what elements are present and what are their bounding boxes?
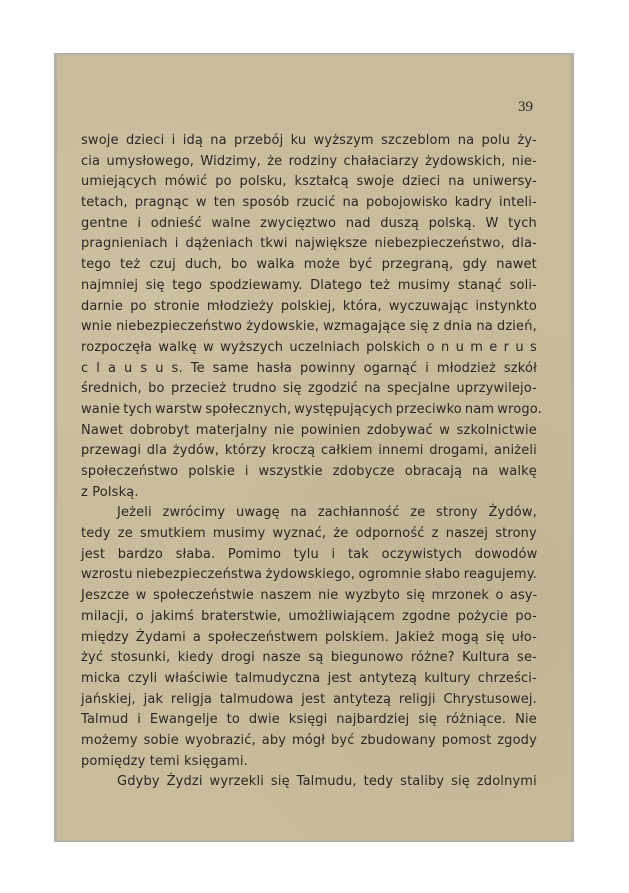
text-line: wzrostu niebezpieczeństwa żydowskiego, ogromnie słabo reagujemy. [81, 567, 537, 583]
text-line: Gdyby Żydzi wyrzekli się Talmudu, tedy staliby się zdolnymi [117, 774, 537, 790]
text-line: jańskiej, jak religja talmudowa jest antytezą religji Chrystusowej. [81, 691, 537, 707]
text-line: pomiędzy temi księgami. [81, 753, 248, 769]
text-line: wnie niebezpieczeństwo żydowskie, wzmagające się z dnia na dzień, [81, 319, 537, 335]
text-line: z Polską. [81, 484, 139, 500]
text-line: darnie po stronie młodzieży polskiej, która, wyczuwając instynkto [81, 298, 537, 314]
page-number: 39 [518, 99, 533, 115]
text-line: przewagi dla żydów, którzy kroczą całkiem innemi drogami, aniżeli [81, 443, 537, 459]
book-page [54, 53, 574, 842]
text-line: c l a u s u s. Te same hasła powinny ogarnąć i młodzież szkół [81, 360, 537, 376]
text-line: tetach, pragnąc w ten sposób rzucić na pobojowisko kadry inteli- [81, 195, 537, 211]
text-line: najmniej się tego spodziewamy. Dlatego też musimy stanąć soli- [81, 277, 537, 293]
text-line: Nawet dobrobyt materjalny nie powinien zdobywać w szkolnictwie [81, 422, 537, 438]
text-line: gentne i odnieść walne zwycięztwo nad duszą polską. W tych [81, 215, 537, 231]
text-line: swoje dzieci i idą na przebój ku wyższym szczeblom na polu ży- [81, 133, 537, 148]
text-line: Talmud i Ewangelje to dwie księgi najbardziej się różniące. Nie [81, 712, 537, 728]
text-line: cia umysłowego, Widzimy, że rodziny chałaciarzy żydowskich, nie- [81, 153, 537, 169]
text-line: Jeżeli zwrócimy uwagę na zachłanność ze strony Żydów, [117, 505, 537, 521]
text-line: tego też czuj duch, bo walka może być przegraną, gdy nawet [81, 257, 537, 273]
text-line: między Żydami a społeczeństwem polskiem. Jakież mogą się uło- [81, 629, 537, 645]
text-line: micka czyli właściwie talmudyczna jest antytezą kultury chrześci- [81, 670, 537, 686]
text-line: tedy ze smutkiem musimy wyznać, że odporność z naszej strony [81, 526, 537, 542]
text-line: społeczeństwo polskie i wszystkie zdobycze obracają na walkę [81, 464, 537, 479]
text-line: umiejących mówić po polsku, kształcą swoje dzieci na uniwersy- [81, 174, 537, 190]
text-line: możemy sobie wyobrazić, aby mógł być zbudowany pomost zgody [81, 732, 537, 748]
body-text [81, 131, 542, 793]
text-line: rozpoczęła walkę w wyższych uczelniach polskich o n u m e r u s [81, 339, 537, 355]
text-line: milacji, o jakimś braterstwie, umożliwiającem zgodne pożycie po- [81, 608, 537, 624]
text-line: średnich, bo przecież trudno się zgodzić na specjalne uprzywilejo- [81, 381, 537, 397]
text-line: żyć stosunki, kiedy drogi nasze są biegunowo różne? Kultura se- [81, 650, 537, 666]
text-line: wanie tych warstw społecznych, występujących przeciwko nam wrogo. [81, 401, 542, 417]
text-line: jest bardzo słaba. Pomimo tylu i tak oczywistych dowodów [81, 546, 538, 562]
text-line: Jeszcze w społeczeństwie naszem nie wyzbyto się mrzonek o asy- [81, 588, 538, 604]
text-line: pragnieniach i dążeniach tkwi największe niebezpieczeństwo, dla- [81, 236, 537, 252]
